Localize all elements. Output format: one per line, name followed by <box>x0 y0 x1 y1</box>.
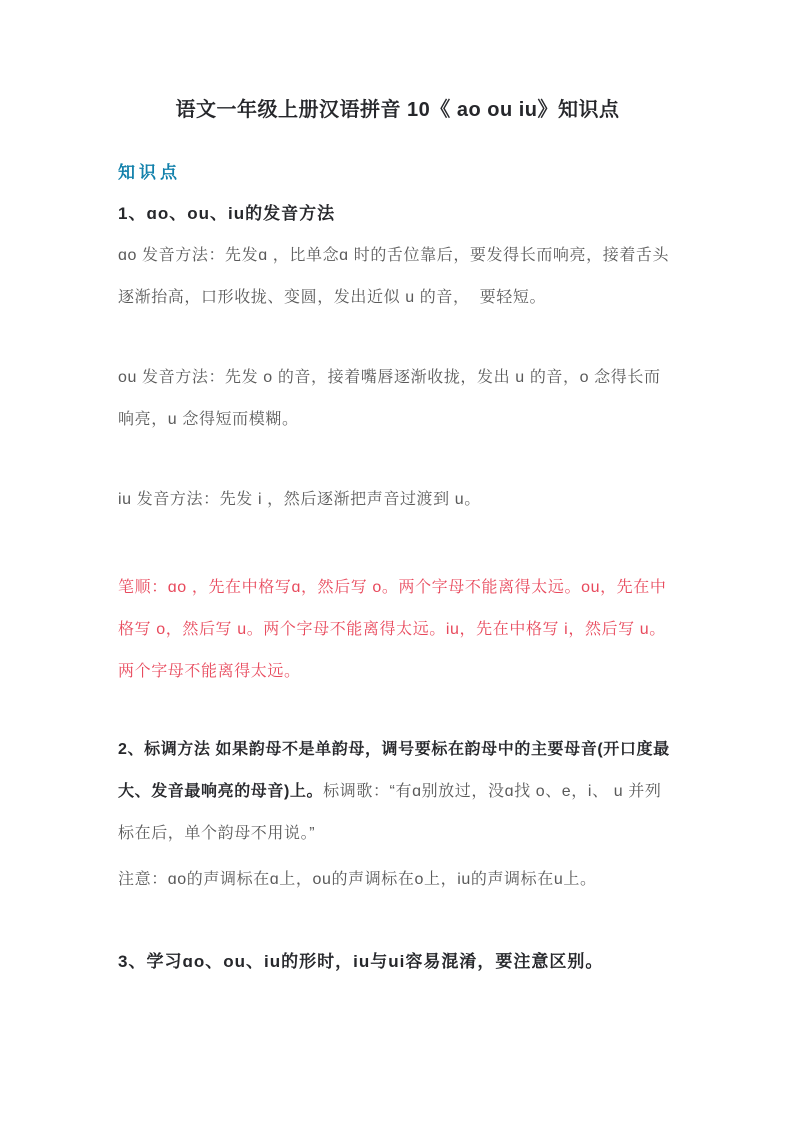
paragraph-iu-pronunciation: iu 发音方法：先发 i ，然后逐渐把声音过渡到 u。 <box>118 491 481 508</box>
page-title: 语文一年级上册汉语拼音 10《 ao ou iu》知识点 <box>175 99 620 121</box>
paragraph-stroke-order: 笔顺：ɑo ，先在中格写ɑ，然后写 o。两个字母不能离得太远。ou，先在中格写 o，然后写 u。两个字母不能离得太远。iu，先在中格写 i，然后写 u。两个字母不能离得太远。 <box>118 579 667 680</box>
heading-tone-marking-method: 2、标调方法 如果韵母不是单韵母，调号要标在韵母中的主要母音(开口度最大、发音最响亮的母音)上。 <box>118 741 670 800</box>
section-label-knowledge-points: 知识点 <box>118 163 181 182</box>
paragraph-tone-marking <box>118 729 677 855</box>
tone-marking-song: 标调歌：“有ɑ别放过，没ɑ找 o、e，i、 u 并列标在后，单个韵母不用说。” <box>118 783 662 842</box>
heading-pronunciation-methods: 1、ɑo、ou、iu的发音方法 <box>118 204 336 223</box>
paragraph-ao-pronunciation: ɑo 发音方法：先发ɑ ，比单念ɑ 时的舌位靠后，要发得长而响亮，接着舌头逐渐抬高，口形收拢、变圆，发出近似 u 的音， 要轻短。 <box>118 247 670 306</box>
heading-shape-distinction: 3、学习ɑo、ou、iu的形时，iu与ui容易混淆，要注意区别。 <box>118 952 604 971</box>
paragraph-tone-note: 注意：ɑo的声调标在ɑ上，ou的声调标在o上，iu的声调标在u上。 <box>118 871 597 888</box>
paragraph-ou-pronunciation: ou 发音方法：先发 o 的音，接着嘴唇逐渐收拢，发出 u 的音，o 念得长而响亮，u 念得短而模糊。 <box>118 369 661 428</box>
